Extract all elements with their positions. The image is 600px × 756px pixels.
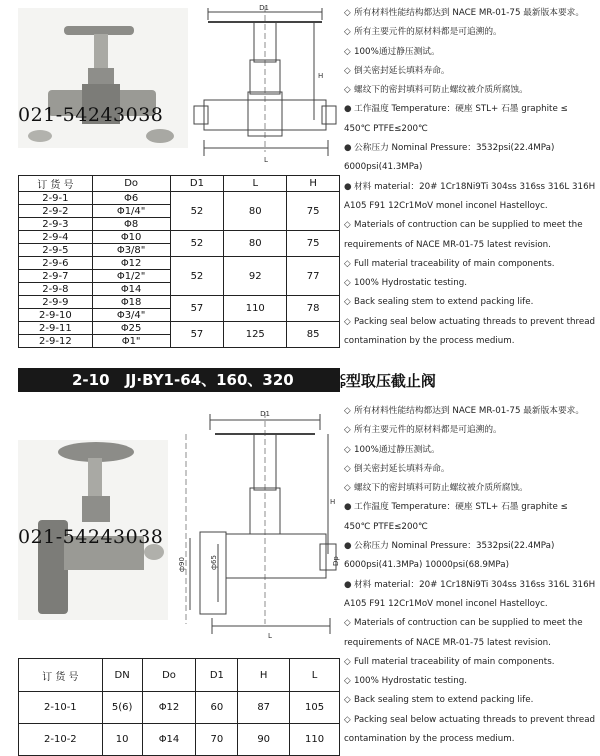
bullet-icon: ◇ xyxy=(344,714,351,725)
do-cell: Φ25 xyxy=(92,322,170,335)
table-cell: Φ14 xyxy=(142,724,196,756)
order-no-cell: 2-9-5 xyxy=(19,244,93,257)
bullet-icon: ● xyxy=(344,143,352,154)
banner-number: 2-10 xyxy=(72,371,110,389)
h-cell: 75 xyxy=(287,231,340,257)
table-cell: 2-10-2 xyxy=(19,724,103,756)
spec-item xyxy=(344,576,596,615)
d1-cell: 52 xyxy=(170,231,224,257)
banner-title xyxy=(340,370,436,392)
valve-photo-1 xyxy=(18,8,188,148)
column-header: L xyxy=(224,176,287,192)
table-row xyxy=(19,692,340,724)
drawing1-l-label: L xyxy=(264,156,268,164)
table-row xyxy=(19,724,340,756)
spec-text: Full material traceability of main components. xyxy=(354,656,555,667)
l-cell: 80 xyxy=(224,231,287,257)
table-row xyxy=(19,322,340,335)
column-header: H xyxy=(287,176,340,192)
spec-item xyxy=(344,43,596,62)
spec-item xyxy=(344,178,596,217)
table-cell: 60 xyxy=(196,692,238,724)
spec-item xyxy=(344,460,596,479)
bullet-icon: ◇ xyxy=(344,8,351,18)
spec-item xyxy=(344,402,596,421)
column-header: L xyxy=(290,659,340,692)
do-cell: Φ1" xyxy=(92,335,170,348)
spec-text: 100%通过静压测试。 xyxy=(354,444,440,455)
spec-text: 所有材料性能结构都达到 NACE MR-01-75 最新版本要求。 xyxy=(354,406,585,416)
spec-text: Materials of contruction can be supplied to meet the requirements of NACE MR-01-75 latest revision. xyxy=(344,220,583,250)
do-cell: Φ18 xyxy=(92,296,170,309)
spec-item xyxy=(344,537,596,576)
spec-item xyxy=(344,100,596,139)
bullet-icon: ◇ xyxy=(344,46,351,57)
spec-item xyxy=(344,216,596,255)
order-no-cell: 2-9-3 xyxy=(19,218,93,231)
spec-item xyxy=(344,62,596,81)
h-cell: 75 xyxy=(287,192,340,231)
spec-text: 100%通过静压测试。 xyxy=(354,46,440,57)
do-cell: Φ1/4" xyxy=(92,205,170,218)
spec-item xyxy=(344,4,596,23)
h-cell: 77 xyxy=(287,257,340,296)
d1-cell: 52 xyxy=(170,257,224,296)
spec-text: 材料 material：20# 1Cr18Ni9Ti 304ss 316ss 316L 316H A105 F91 12Cr1MoV monel inconel Hastelloyc. xyxy=(344,579,596,609)
spec-text: 所有主要元件的原材料都是可追溯的。 xyxy=(354,425,502,436)
bullet-icon: ◇ xyxy=(344,406,351,416)
spec-item xyxy=(344,479,596,498)
bullet-icon: ● xyxy=(344,181,352,192)
order-no-cell: 2-9-9 xyxy=(19,296,93,309)
table-cell: 105 xyxy=(290,692,340,724)
table-cell: 110 xyxy=(290,724,340,756)
order-no-cell: 2-9-10 xyxy=(19,309,93,322)
order-no-cell: 2-9-12 xyxy=(19,335,93,348)
spec-item xyxy=(344,672,596,691)
bullet-icon: ◇ xyxy=(344,425,351,436)
spec-text: Back sealing stem to extend packing life. xyxy=(354,695,534,706)
do-cell: Φ3/4" xyxy=(92,309,170,322)
spec-item xyxy=(344,139,596,178)
drawing2-dp-label: Dp xyxy=(332,556,340,566)
h-cell: 85 xyxy=(287,322,340,348)
do-cell: Φ10 xyxy=(92,231,170,244)
l-cell: 92 xyxy=(224,257,287,296)
do-cell: Φ6 xyxy=(92,192,170,205)
spec-table-1 xyxy=(18,175,340,348)
column-header: Do xyxy=(92,176,170,192)
spec-item xyxy=(344,614,596,653)
bullet-icon: ◇ xyxy=(344,85,351,96)
spec-text: 100% Hydrostatic testing. xyxy=(354,676,467,687)
spec-item xyxy=(344,23,596,42)
spec-item xyxy=(344,293,596,312)
d1-cell: 57 xyxy=(170,322,224,348)
column-header: D1 xyxy=(170,176,224,192)
spec-text: Packing seal below actuating threads to prevent thread contamination by the process medium. xyxy=(344,316,596,347)
column-header: D1 xyxy=(196,659,238,692)
drawing2-h-label: H xyxy=(330,498,336,506)
d1-cell: 52 xyxy=(170,192,224,231)
drawing1-d1-label: D1 xyxy=(259,4,269,12)
bullet-icon: ◇ xyxy=(344,278,351,289)
order-no-cell: 2-9-2 xyxy=(19,205,93,218)
drawing2-phi65-label: ф65 xyxy=(210,555,218,570)
do-cell: Φ1/2" xyxy=(92,270,170,283)
spec-text: 工作温度 Temperature：硬座 STL+ 石墨 graphite ≤ 450℃ PTFE≤200℃ xyxy=(344,104,568,134)
spec-text: Full material traceability of main components. xyxy=(354,258,555,269)
banner-model: JJ·BY1-64、160、320 xyxy=(125,371,294,389)
do-cell: Φ14 xyxy=(92,283,170,296)
spec-item xyxy=(344,421,596,440)
spec-item xyxy=(344,81,596,100)
spec-text: 工作温度 Temperature：硬座 STL+ 石墨 graphite ≤ 450℃ PTFE≤200℃ xyxy=(344,502,568,532)
bullet-icon: ◇ xyxy=(344,676,351,687)
spec-item xyxy=(344,255,596,274)
column-header: Do xyxy=(142,659,196,692)
drawing1-h-label: H xyxy=(318,72,324,80)
spec-item xyxy=(344,441,596,460)
do-cell: Φ12 xyxy=(92,257,170,270)
l-cell: 125 xyxy=(224,322,287,348)
order-no-cell: 2-9-7 xyxy=(19,270,93,283)
d1-cell: 57 xyxy=(170,296,224,322)
order-no-cell: 2-9-6 xyxy=(19,257,93,270)
phone-number-2: 021-54243038 xyxy=(18,526,164,548)
spec-text: 螺纹下的密封填料可防止螺纹被介质所腐蚀。 xyxy=(354,483,528,494)
spec-text: 100% Hydrostatic testing. xyxy=(354,278,467,289)
spec-text: 倒关密封延长填料寿命。 xyxy=(354,65,450,76)
bullet-icon: ◇ xyxy=(344,463,351,474)
section-banner xyxy=(18,368,340,392)
table-cell: 2-10-1 xyxy=(19,692,103,724)
spec-text: 公称压力 Nominal Pressure：3532psi(22.4MPa) 6000psi(41.3MPa) xyxy=(344,143,555,173)
spec-text: 材料 material：20# 1Cr18Ni9Ti 304ss 316ss 316L 316H A105 F91 12Cr1MoV monel inconel Hastelloyc. xyxy=(344,181,596,211)
spec-item xyxy=(344,313,596,352)
spec-list-2 xyxy=(344,402,596,749)
bullet-icon: ◇ xyxy=(344,220,351,231)
drawing2-phi90-label: ф90 xyxy=(178,557,186,572)
spec-text: Packing seal below actuating threads to prevent thread contamination by the process medium. xyxy=(344,714,596,745)
bullet-icon: ● xyxy=(344,579,352,590)
spec-text: 倒关密封延长填料寿命。 xyxy=(354,463,450,474)
do-cell: Φ3/8" xyxy=(92,244,170,257)
spec-table-2 xyxy=(18,658,340,756)
column-header: 订 货 号 xyxy=(19,176,93,192)
spec-text: 所有材料性能结构都达到 NACE MR-01-75 最新版本要求。 xyxy=(354,8,585,18)
table-cell: 70 xyxy=(196,724,238,756)
bullet-icon: ● xyxy=(344,104,352,115)
table-row xyxy=(19,296,340,309)
spec-list-1 xyxy=(344,4,596,351)
spec-item xyxy=(344,711,596,750)
table-row xyxy=(19,257,340,270)
table-cell: 10 xyxy=(102,724,142,756)
table-row xyxy=(19,231,340,244)
table-cell: 5(6) xyxy=(102,692,142,724)
spec-item xyxy=(344,653,596,672)
spec-text: Materials of contruction can be supplied to meet the requirements of NACE MR-01-75 latest revision. xyxy=(344,618,583,648)
spec-item xyxy=(344,691,596,710)
bullet-icon: ◇ xyxy=(344,316,351,327)
table-cell: Φ12 xyxy=(142,692,196,724)
order-no-cell: 2-9-4 xyxy=(19,231,93,244)
column-header: DN xyxy=(102,659,142,692)
valve-drawing-2 xyxy=(170,404,342,640)
column-header: H xyxy=(238,659,290,692)
l-cell: 80 xyxy=(224,192,287,231)
bullet-icon: ◇ xyxy=(344,444,351,455)
table-cell: 90 xyxy=(238,724,290,756)
valve-drawing-1 xyxy=(190,2,342,170)
bullet-icon: ◇ xyxy=(344,65,351,76)
bullet-icon: ◇ xyxy=(344,27,351,38)
bullet-icon: ◇ xyxy=(344,258,351,269)
drawing2-l-label: L xyxy=(268,632,272,640)
banner-title-text: 型取压截止阀 xyxy=(345,372,436,390)
drawing2-d1-label: D1 xyxy=(260,410,270,418)
do-cell: Φ8 xyxy=(92,218,170,231)
spec-item xyxy=(344,274,596,293)
spec-text: 公称压力 Nominal Pressure：3532psi(22.4MPa) 6000psi(41.3MPa) 10000psi(68.9MPa) xyxy=(344,541,555,571)
bullet-icon: ◇ xyxy=(344,695,351,706)
bullet-icon: ◇ xyxy=(344,297,351,308)
spec-text: 所有主要元件的原材料都是可追溯的。 xyxy=(354,27,502,38)
bullet-icon: ◇ xyxy=(344,656,351,667)
column-header: 订 货 号 xyxy=(19,659,103,692)
bullet-icon: ◇ xyxy=(344,483,351,494)
l-cell: 110 xyxy=(224,296,287,322)
phone-number-1: 021-54243038 xyxy=(18,104,164,126)
h-cell: 78 xyxy=(287,296,340,322)
table-row xyxy=(19,192,340,205)
order-no-cell: 2-9-11 xyxy=(19,322,93,335)
table-cell: 87 xyxy=(238,692,290,724)
banner-sub: P xyxy=(340,380,346,390)
order-no-cell: 2-9-8 xyxy=(19,283,93,296)
order-no-cell: 2-9-1 xyxy=(19,192,93,205)
banner-sup: C xyxy=(340,372,346,382)
bullet-icon: ● xyxy=(344,502,352,513)
spec-text: Back sealing stem to extend packing life. xyxy=(354,297,534,308)
spec-text: 螺纹下的密封填料可防止螺纹被介质所腐蚀。 xyxy=(354,85,528,96)
bullet-icon: ◇ xyxy=(344,618,351,629)
spec-item xyxy=(344,498,596,537)
bullet-icon: ● xyxy=(344,541,352,552)
